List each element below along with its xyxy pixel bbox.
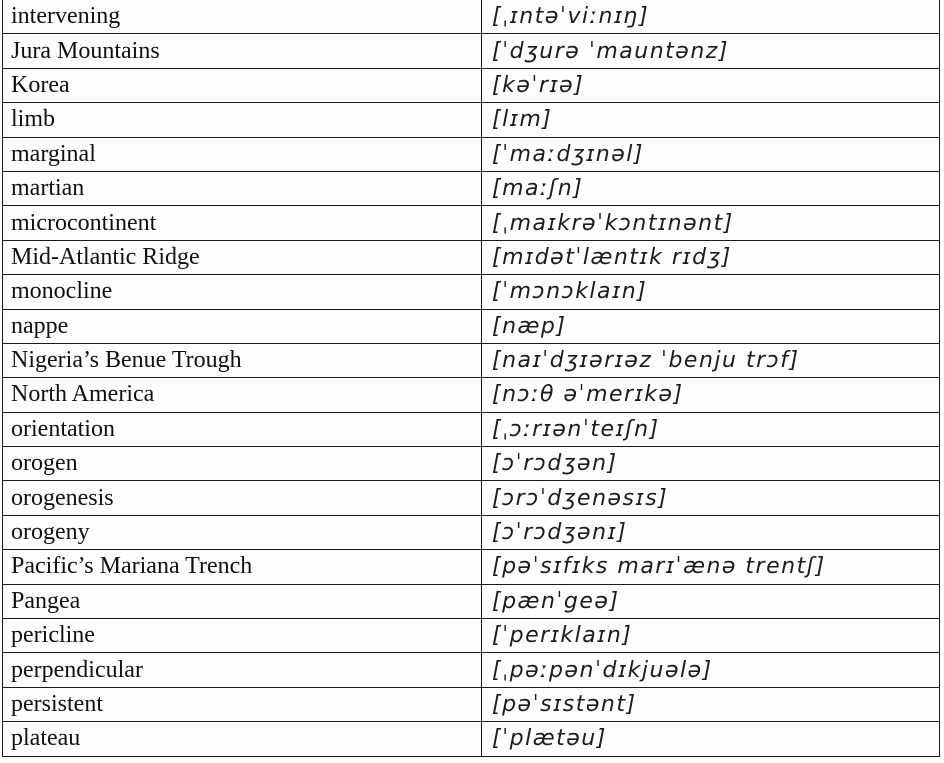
table-row xyxy=(3,515,940,549)
table-row xyxy=(3,584,940,618)
pronunciation-cell: [næp] xyxy=(482,309,940,343)
pronunciation-cell: [ˈdʒurə ˈmauntənz] xyxy=(482,34,940,68)
term-cell: limb xyxy=(3,103,482,137)
term-cell: pericline xyxy=(3,619,482,653)
table-row xyxy=(3,240,940,274)
term-cell: orogen xyxy=(3,447,482,481)
table-row xyxy=(3,206,940,240)
pronunciation-cell: [ˈmɔnɔklaɪn] xyxy=(482,275,940,309)
term-cell: North America xyxy=(3,378,482,412)
pronunciation-cell: [naɪˈdʒɪərɪəz ˈbenju trɔf] xyxy=(482,343,940,377)
table-row xyxy=(3,481,940,515)
term-cell: Pangea xyxy=(3,584,482,618)
term-cell: plateau xyxy=(3,722,482,756)
table-row xyxy=(3,103,940,137)
pronunciation-cell: [ɔˈrɔdʒənɪ] xyxy=(482,515,940,549)
term-cell: orientation xyxy=(3,412,482,446)
pronunciation-cell: [kəˈrɪə] xyxy=(482,68,940,102)
table-row xyxy=(3,275,940,309)
term-cell: nappe xyxy=(3,309,482,343)
pronunciation-cell: [ˈperɪklaɪn] xyxy=(482,619,940,653)
table-row xyxy=(3,68,940,102)
table-row xyxy=(3,34,940,68)
term-cell: orogenesis xyxy=(3,481,482,515)
pronunciation-cell: [lɪm] xyxy=(482,103,940,137)
term-cell: marginal xyxy=(3,137,482,171)
pronunciation-cell: [ˈplætəu] xyxy=(482,722,940,756)
term-cell: monocline xyxy=(3,275,482,309)
table-row xyxy=(3,171,940,205)
table-row xyxy=(3,687,940,721)
pronunciation-cell: [ˌpəːpənˈdɪkjuələ] xyxy=(482,653,940,687)
table-row xyxy=(3,137,940,171)
term-cell: intervening xyxy=(3,0,482,34)
pronunciation-cell: [ˌmaɪkrəˈkɔntɪnənt] xyxy=(482,206,940,240)
term-cell: Pacific’s Mariana Trench xyxy=(3,550,482,584)
term-cell: perpendicular xyxy=(3,653,482,687)
table-row xyxy=(3,378,940,412)
pronunciation-cell: [mɪdətˈlæntɪk rɪdʒ] xyxy=(482,240,940,274)
table-row xyxy=(3,447,940,481)
table-row xyxy=(3,0,940,34)
table-row xyxy=(3,722,940,756)
table-row xyxy=(3,309,940,343)
term-cell: martian xyxy=(3,171,482,205)
table-row xyxy=(3,653,940,687)
pronunciation-cell: [ˌɪntəˈviːnɪŋ] xyxy=(482,0,940,34)
pronunciation-cell: [pænˈgeə] xyxy=(482,584,940,618)
vocabulary-table xyxy=(2,0,940,757)
term-cell: Nigeria’s Benue Trough xyxy=(3,343,482,377)
table-row xyxy=(3,619,940,653)
table-row xyxy=(3,550,940,584)
pronunciation-cell: [nɔːθ əˈmerɪkə] xyxy=(482,378,940,412)
term-cell: orogeny xyxy=(3,515,482,549)
table-row xyxy=(3,343,940,377)
pronunciation-cell: [ɔrɔˈdʒenəsɪs] xyxy=(482,481,940,515)
pronunciation-cell: [ˌɔːrɪənˈteɪʃn] xyxy=(482,412,940,446)
vocabulary-table-body xyxy=(3,0,940,756)
pronunciation-cell: [ˈmaːdʒɪnəl] xyxy=(482,137,940,171)
pronunciation-cell: [maːʃn] xyxy=(482,171,940,205)
pronunciation-cell: [pəˈsɪstənt] xyxy=(482,687,940,721)
term-cell: persistent xyxy=(3,687,482,721)
term-cell: microcontinent xyxy=(3,206,482,240)
pronunciation-cell: [ɔˈrɔdʒən] xyxy=(482,447,940,481)
term-cell: Jura Mountains xyxy=(3,34,482,68)
table-row xyxy=(3,412,940,446)
term-cell: Mid-Atlantic Ridge xyxy=(3,240,482,274)
term-cell: Korea xyxy=(3,68,482,102)
pronunciation-cell: [pəˈsɪfɪks marɪˈænə trentʃ] xyxy=(482,550,940,584)
